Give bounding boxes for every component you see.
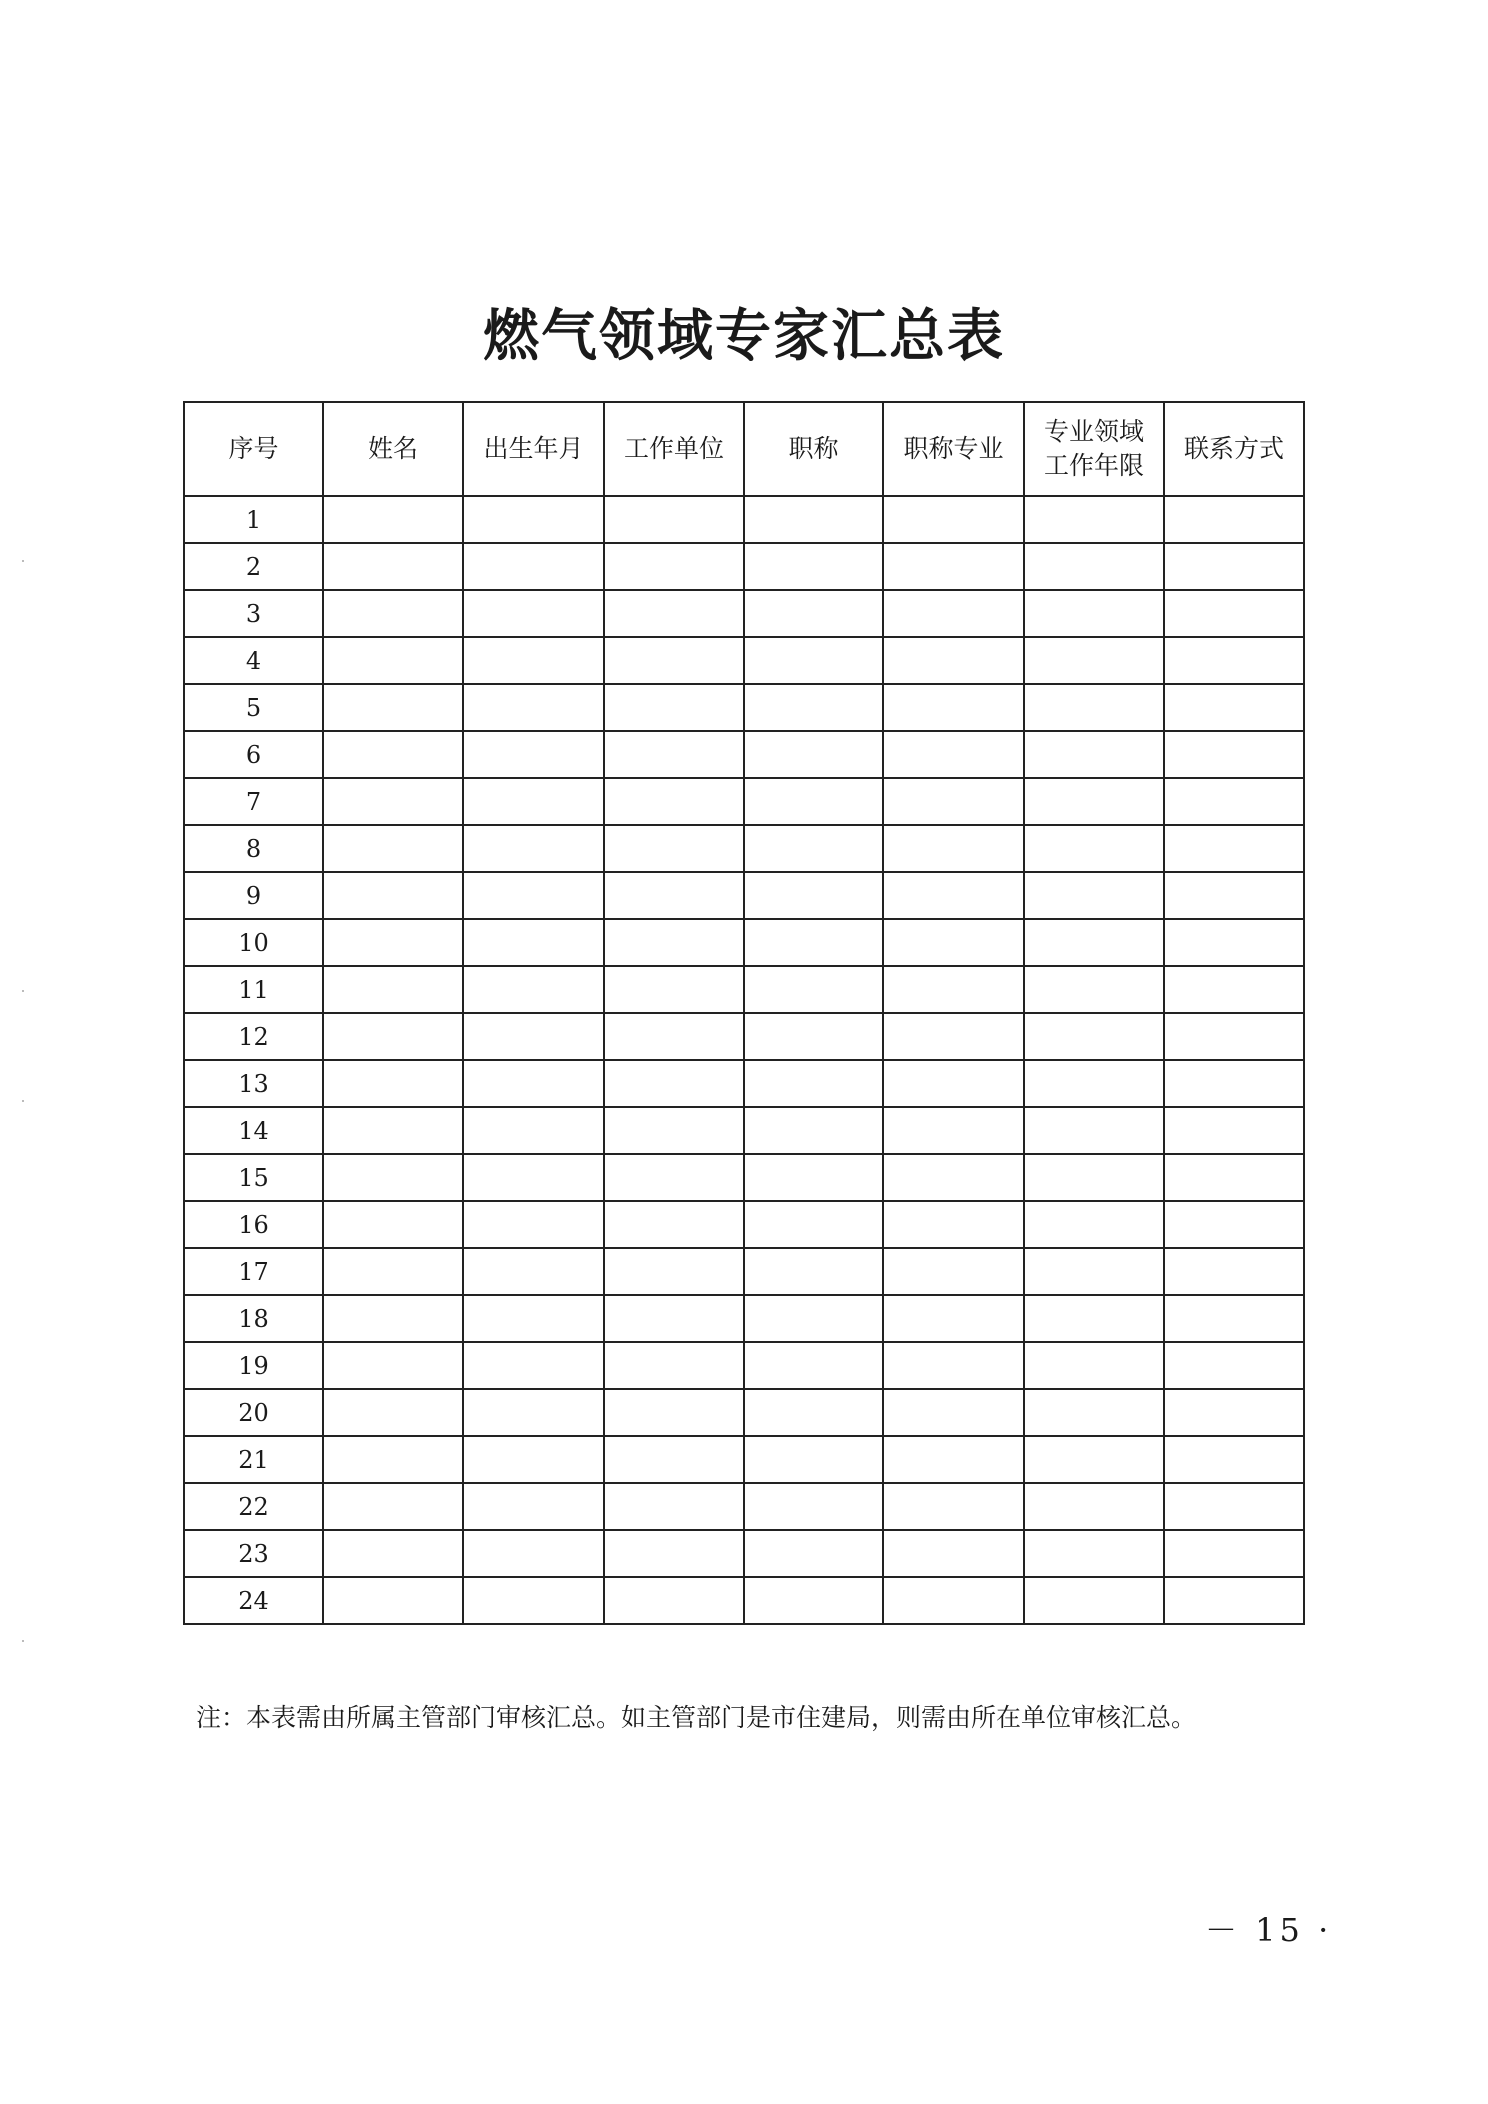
scan-margin-dot: [22, 990, 24, 992]
cell-professional-title: [744, 684, 883, 731]
cell-birth-date: [463, 1107, 604, 1154]
table-row: [184, 1530, 1304, 1577]
table-row: [184, 1342, 1304, 1389]
cell-professional-title: [744, 966, 883, 1013]
cell-professional-title: [744, 919, 883, 966]
cell-title-specialty: [883, 1154, 1024, 1201]
cell-contact: [1164, 1577, 1304, 1624]
cell-work-unit: [604, 1201, 744, 1248]
cell-professional-title: [744, 872, 883, 919]
cell-serial-number: 22: [184, 1483, 323, 1530]
table-row: [184, 1248, 1304, 1295]
cell-work-unit: [604, 1342, 744, 1389]
cell-field-work-years: [1024, 496, 1164, 543]
cell-professional-title: [744, 1201, 883, 1248]
header-field-work-years: [1024, 402, 1164, 496]
cell-professional-title: [744, 590, 883, 637]
cell-serial-number: 12: [184, 1013, 323, 1060]
cell-title-specialty: [883, 1060, 1024, 1107]
cell-birth-date: [463, 1577, 604, 1624]
cell-birth-date: [463, 543, 604, 590]
cell-professional-title: [744, 1295, 883, 1342]
cell-contact: [1164, 825, 1304, 872]
header-title-specialty: [883, 402, 1024, 496]
cell-professional-title: [744, 1107, 883, 1154]
cell-name: [323, 872, 463, 919]
cell-name: [323, 1107, 463, 1154]
cell-name: [323, 684, 463, 731]
cell-work-unit: [604, 1154, 744, 1201]
cell-name: [323, 496, 463, 543]
header-serial-number: [184, 402, 323, 496]
cell-name: [323, 543, 463, 590]
table-row: [184, 731, 1304, 778]
cell-birth-date: [463, 1060, 604, 1107]
header-label: 职称专业: [903, 434, 1004, 463]
cell-field-work-years: [1024, 919, 1164, 966]
cell-contact: [1164, 1483, 1304, 1530]
cell-birth-date: [463, 590, 604, 637]
cell-contact: [1164, 1436, 1304, 1483]
cell-title-specialty: [883, 1295, 1024, 1342]
cell-title-specialty: [883, 1342, 1024, 1389]
cell-name: [323, 1577, 463, 1624]
cell-work-unit: [604, 1389, 744, 1436]
cell-serial-number: 7: [184, 778, 323, 825]
cell-field-work-years: [1024, 684, 1164, 731]
cell-title-specialty: [883, 731, 1024, 778]
cell-name: [323, 778, 463, 825]
header-name: [323, 402, 463, 496]
table-row: [184, 590, 1304, 637]
table-row: [184, 778, 1304, 825]
cell-contact: [1164, 919, 1304, 966]
cell-professional-title: [744, 1577, 883, 1624]
cell-birth-date: [463, 1483, 604, 1530]
cell-serial-number: 17: [184, 1248, 323, 1295]
cell-contact: [1164, 1154, 1304, 1201]
table-row: [184, 1201, 1304, 1248]
header-label: 职称: [788, 434, 839, 463]
cell-work-unit: [604, 872, 744, 919]
cell-title-specialty: [883, 496, 1024, 543]
header-label: 工作单位: [623, 434, 724, 463]
cell-contact: [1164, 778, 1304, 825]
cell-contact: [1164, 966, 1304, 1013]
cell-professional-title: [744, 731, 883, 778]
cell-name: [323, 1154, 463, 1201]
cell-name: [323, 1295, 463, 1342]
cell-professional-title: [744, 637, 883, 684]
expert-summary-table: [183, 401, 1305, 1625]
cell-professional-title: [744, 1060, 883, 1107]
cell-work-unit: [604, 590, 744, 637]
cell-name: [323, 1436, 463, 1483]
cell-name: [323, 919, 463, 966]
table-row: [184, 1436, 1304, 1483]
cell-birth-date: [463, 1389, 604, 1436]
cell-field-work-years: [1024, 543, 1164, 590]
cell-birth-date: [463, 919, 604, 966]
cell-work-unit: [604, 778, 744, 825]
cell-serial-number: 20: [184, 1389, 323, 1436]
cell-field-work-years: [1024, 1248, 1164, 1295]
cell-field-work-years: [1024, 1342, 1164, 1389]
cell-name: [323, 1248, 463, 1295]
cell-contact: [1164, 731, 1304, 778]
cell-field-work-years: [1024, 1154, 1164, 1201]
cell-title-specialty: [883, 825, 1024, 872]
cell-field-work-years: [1024, 1060, 1164, 1107]
cell-professional-title: [744, 1342, 883, 1389]
table-body: [184, 496, 1304, 1624]
header-label-line-2: 工作年限: [1043, 451, 1144, 480]
cell-title-specialty: [883, 1577, 1024, 1624]
cell-name: [323, 1201, 463, 1248]
cell-field-work-years: [1024, 1530, 1164, 1577]
cell-name: [323, 731, 463, 778]
cell-work-unit: [604, 1577, 744, 1624]
cell-field-work-years: [1024, 1389, 1164, 1436]
cell-contact: [1164, 1530, 1304, 1577]
cell-work-unit: [604, 496, 744, 543]
cell-professional-title: [744, 1483, 883, 1530]
cell-contact: [1164, 1060, 1304, 1107]
cell-work-unit: [604, 1530, 744, 1577]
cell-birth-date: [463, 496, 604, 543]
cell-title-specialty: [883, 1248, 1024, 1295]
page-number: － 15 ·: [1205, 1911, 1333, 1949]
cell-contact: [1164, 496, 1304, 543]
cell-work-unit: [604, 1295, 744, 1342]
cell-serial-number: 3: [184, 590, 323, 637]
cell-birth-date: [463, 1295, 604, 1342]
header-professional-title: [744, 402, 883, 496]
cell-serial-number: 4: [184, 637, 323, 684]
table-row: [184, 1389, 1304, 1436]
cell-serial-number: 11: [184, 966, 323, 1013]
cell-name: [323, 966, 463, 1013]
cell-birth-date: [463, 1201, 604, 1248]
cell-contact: [1164, 1295, 1304, 1342]
cell-field-work-years: [1024, 872, 1164, 919]
cell-name: [323, 1530, 463, 1577]
cell-name: [323, 637, 463, 684]
cell-professional-title: [744, 1436, 883, 1483]
cell-title-specialty: [883, 1013, 1024, 1060]
cell-contact: [1164, 637, 1304, 684]
cell-field-work-years: [1024, 1295, 1164, 1342]
cell-work-unit: [604, 1060, 744, 1107]
cell-serial-number: 5: [184, 684, 323, 731]
cell-serial-number: 19: [184, 1342, 323, 1389]
cell-serial-number: 18: [184, 1295, 323, 1342]
cell-serial-number: 6: [184, 731, 323, 778]
cell-contact: [1164, 1107, 1304, 1154]
cell-professional-title: [744, 543, 883, 590]
cell-professional-title: [744, 1248, 883, 1295]
cell-birth-date: [463, 1342, 604, 1389]
cell-serial-number: 16: [184, 1201, 323, 1248]
cell-name: [323, 590, 463, 637]
cell-contact: [1164, 1389, 1304, 1436]
cell-serial-number: 21: [184, 1436, 323, 1483]
cell-field-work-years: [1024, 637, 1164, 684]
cell-birth-date: [463, 872, 604, 919]
cell-work-unit: [604, 684, 744, 731]
cell-professional-title: [744, 778, 883, 825]
cell-title-specialty: [883, 543, 1024, 590]
cell-name: [323, 1342, 463, 1389]
table-row: [184, 496, 1304, 543]
cell-contact: [1164, 590, 1304, 637]
cell-title-specialty: [883, 590, 1024, 637]
cell-work-unit: [604, 825, 744, 872]
table-row: [184, 1107, 1304, 1154]
cell-birth-date: [463, 637, 604, 684]
header-label: 序号: [228, 434, 279, 463]
cell-name: [323, 1060, 463, 1107]
header-work-unit: [604, 402, 744, 496]
cell-contact: [1164, 1342, 1304, 1389]
cell-title-specialty: [883, 872, 1024, 919]
cell-work-unit: [604, 731, 744, 778]
cell-serial-number: 1: [184, 496, 323, 543]
cell-work-unit: [604, 1248, 744, 1295]
cell-field-work-years: [1024, 590, 1164, 637]
cell-serial-number: 24: [184, 1577, 323, 1624]
cell-work-unit: [604, 919, 744, 966]
cell-professional-title: [744, 1389, 883, 1436]
cell-birth-date: [463, 1248, 604, 1295]
header-contact: [1164, 402, 1304, 496]
cell-contact: [1164, 543, 1304, 590]
header-label: 姓名: [367, 434, 418, 463]
header-label: 出生年月: [483, 434, 584, 463]
cell-name: [323, 1483, 463, 1530]
cell-work-unit: [604, 1436, 744, 1483]
cell-contact: [1164, 872, 1304, 919]
cell-title-specialty: [883, 1107, 1024, 1154]
cell-contact: [1164, 1201, 1304, 1248]
table-note: 注：本表需由所属主管部门审核汇总。如主管部门是市住建局，则需由所在单位审核汇总。: [196, 1703, 1197, 1732]
scan-margin-dot: [22, 560, 24, 562]
cell-title-specialty: [883, 1201, 1024, 1248]
cell-work-unit: [604, 1107, 744, 1154]
cell-serial-number: 8: [184, 825, 323, 872]
cell-birth-date: [463, 825, 604, 872]
table-row: [184, 1154, 1304, 1201]
cell-field-work-years: [1024, 731, 1164, 778]
table-header-row: [184, 402, 1304, 496]
cell-field-work-years: [1024, 1483, 1164, 1530]
cell-serial-number: 2: [184, 543, 323, 590]
cell-name: [323, 1013, 463, 1060]
cell-birth-date: [463, 778, 604, 825]
cell-professional-title: [744, 496, 883, 543]
cell-title-specialty: [883, 1389, 1024, 1436]
cell-title-specialty: [883, 966, 1024, 1013]
cell-title-specialty: [883, 1436, 1024, 1483]
header-birth-date: [463, 402, 604, 496]
cell-professional-title: [744, 1154, 883, 1201]
cell-work-unit: [604, 1483, 744, 1530]
cell-field-work-years: [1024, 825, 1164, 872]
table-row: [184, 543, 1304, 590]
cell-birth-date: [463, 684, 604, 731]
header-label: 联系方式: [1183, 434, 1284, 463]
cell-work-unit: [604, 966, 744, 1013]
scan-margin-dot: [22, 1640, 24, 1642]
cell-title-specialty: [883, 919, 1024, 966]
cell-field-work-years: [1024, 1013, 1164, 1060]
cell-professional-title: [744, 1013, 883, 1060]
cell-field-work-years: [1024, 1577, 1164, 1624]
cell-birth-date: [463, 1154, 604, 1201]
cell-contact: [1164, 1013, 1304, 1060]
cell-field-work-years: [1024, 966, 1164, 1013]
cell-professional-title: [744, 825, 883, 872]
cell-serial-number: 15: [184, 1154, 323, 1201]
table-row: [184, 1060, 1304, 1107]
table-row: [184, 1577, 1304, 1624]
table-row: [184, 825, 1304, 872]
table-row: [184, 1013, 1304, 1060]
cell-birth-date: [463, 731, 604, 778]
cell-field-work-years: [1024, 1436, 1164, 1483]
cell-work-unit: [604, 543, 744, 590]
cell-serial-number: 13: [184, 1060, 323, 1107]
cell-birth-date: [463, 966, 604, 1013]
cell-title-specialty: [883, 637, 1024, 684]
table-row: [184, 637, 1304, 684]
cell-professional-title: [744, 1530, 883, 1577]
cell-name: [323, 1389, 463, 1436]
cell-title-specialty: [883, 684, 1024, 731]
document-title: 燃气领域专家汇总表: [483, 303, 1005, 369]
table-row: [184, 966, 1304, 1013]
cell-title-specialty: [883, 1530, 1024, 1577]
cell-field-work-years: [1024, 778, 1164, 825]
table-row: [184, 684, 1304, 731]
scan-margin-dot: [22, 1100, 24, 1102]
table-row: [184, 1295, 1304, 1342]
cell-name: [323, 825, 463, 872]
cell-birth-date: [463, 1436, 604, 1483]
cell-serial-number: 23: [184, 1530, 323, 1577]
cell-work-unit: [604, 1013, 744, 1060]
cell-contact: [1164, 684, 1304, 731]
table-row: [184, 872, 1304, 919]
table-row: [184, 1483, 1304, 1530]
cell-serial-number: 9: [184, 872, 323, 919]
cell-title-specialty: [883, 1483, 1024, 1530]
cell-contact: [1164, 1248, 1304, 1295]
cell-work-unit: [604, 637, 744, 684]
table-row: [184, 919, 1304, 966]
cell-birth-date: [463, 1013, 604, 1060]
cell-serial-number: 14: [184, 1107, 323, 1154]
cell-title-specialty: [883, 778, 1024, 825]
cell-birth-date: [463, 1530, 604, 1577]
cell-serial-number: 10: [184, 919, 323, 966]
cell-field-work-years: [1024, 1107, 1164, 1154]
cell-field-work-years: [1024, 1201, 1164, 1248]
header-label-line-1: 专业领域: [1043, 417, 1144, 446]
